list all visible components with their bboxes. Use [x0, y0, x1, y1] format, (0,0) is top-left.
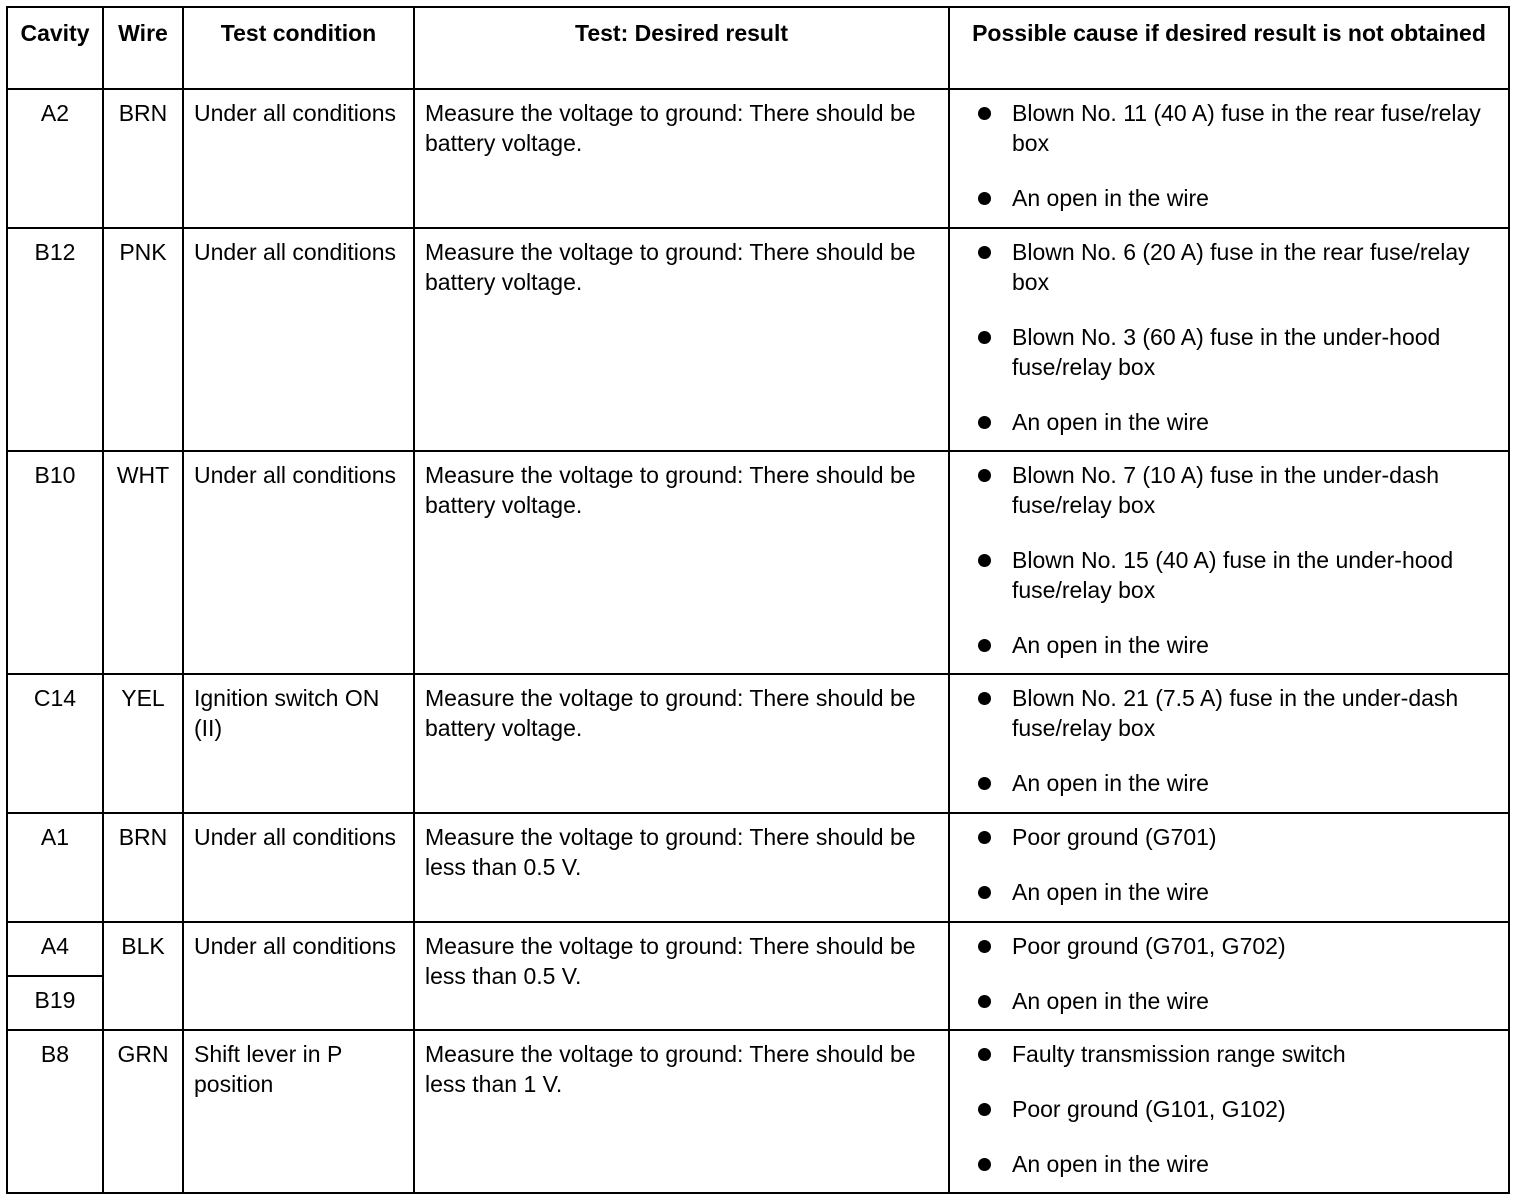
- bullet-icon: [978, 831, 991, 844]
- table-row: [7, 1030, 1509, 1193]
- header-test-condition: Test condition: [183, 7, 414, 89]
- condition-cell: Under all conditions: [183, 451, 414, 674]
- diagnostic-table: [6, 6, 1510, 1194]
- result-cell: Measure the voltage to ground: There should be less than 0.5 V.: [414, 922, 949, 1030]
- cause-text: Poor ground (G701): [1012, 824, 1217, 850]
- bullet-icon: [978, 554, 991, 567]
- cause-text: Blown No. 15 (40 A) fuse in the under-hood fuse/relay box: [1012, 547, 1454, 603]
- cause-text: Faulty transmission range switch: [1012, 1041, 1346, 1067]
- wire-cell: PNK: [103, 228, 183, 451]
- cavity-cell: A2: [7, 89, 103, 228]
- bullet-icon: [978, 246, 991, 259]
- result-cell: Measure the voltage to ground: There should be battery voltage.: [414, 674, 949, 813]
- wire-cell: BRN: [103, 813, 183, 922]
- cause-item: [978, 98, 1500, 158]
- bullet-icon: [978, 469, 991, 482]
- bullet-icon: [978, 416, 991, 429]
- causes-cell: [949, 228, 1509, 451]
- table-row: [7, 922, 1509, 976]
- cavity-cell: A1: [7, 813, 103, 922]
- table-row: [7, 674, 1509, 813]
- bullet-icon: [978, 940, 991, 953]
- causes-cell: [949, 1030, 1509, 1193]
- cavity-cell: B10: [7, 451, 103, 674]
- condition-cell: Under all conditions: [183, 813, 414, 922]
- table-row: [7, 89, 1509, 228]
- result-cell: Measure the voltage to ground: There should be less than 0.5 V.: [414, 813, 949, 922]
- cause-item: [978, 237, 1500, 297]
- cavity-cell: C14: [7, 674, 103, 813]
- cavity-cell: A4: [7, 922, 103, 976]
- condition-cell: Ignition switch ON (II): [183, 674, 414, 813]
- bullet-icon: [978, 692, 991, 705]
- wire-cell: GRN: [103, 1030, 183, 1193]
- cause-item: [978, 986, 1500, 1016]
- result-cell: Measure the voltage to ground: There should be less than 1 V.: [414, 1030, 949, 1193]
- cause-text: An open in the wire: [1012, 988, 1209, 1014]
- wire-cell: YEL: [103, 674, 183, 813]
- wire-cell: WHT: [103, 451, 183, 674]
- cause-item: [978, 1094, 1500, 1124]
- cause-item: [978, 1149, 1500, 1179]
- wire-cell: BLK: [103, 922, 183, 1030]
- header-possible-cause: Possible cause if desired result is not obtained: [949, 7, 1509, 89]
- result-cell: Measure the voltage to ground: There should be battery voltage.: [414, 89, 949, 228]
- cause-text: Poor ground (G701, G702): [1012, 933, 1286, 959]
- cause-text: Blown No. 3 (60 A) fuse in the under-hood fuse/relay box: [1012, 324, 1441, 380]
- condition-cell: Under all conditions: [183, 922, 414, 1030]
- table-row: [7, 813, 1509, 922]
- bullet-icon: [978, 1158, 991, 1171]
- cavity-cell: B8: [7, 1030, 103, 1193]
- cause-text: Poor ground (G101, G102): [1012, 1096, 1286, 1122]
- bullet-icon: [978, 192, 991, 205]
- cause-text: Blown No. 7 (10 A) fuse in the under-dash fuse/relay box: [1012, 462, 1440, 518]
- cause-text: Blown No. 21 (7.5 A) fuse in the under-dash fuse/relay box: [1012, 685, 1459, 741]
- cause-text: Blown No. 6 (20 A) fuse in the rear fuse/relay box: [1012, 239, 1470, 295]
- result-cell: Measure the voltage to ground: There should be battery voltage.: [414, 451, 949, 674]
- cause-item: [978, 931, 1500, 961]
- cause-text: An open in the wire: [1012, 1151, 1209, 1177]
- cause-item: [978, 768, 1500, 798]
- causes-cell: [949, 813, 1509, 922]
- cause-text: An open in the wire: [1012, 632, 1209, 658]
- bullet-icon: [978, 1048, 991, 1061]
- cause-item: [978, 460, 1500, 520]
- result-cell: Measure the voltage to ground: There should be battery voltage.: [414, 228, 949, 451]
- cause-text: An open in the wire: [1012, 770, 1209, 796]
- cause-item: [978, 407, 1500, 437]
- cause-item: [978, 877, 1500, 907]
- cause-item: [978, 822, 1500, 852]
- cause-item: [978, 322, 1500, 382]
- bullet-icon: [978, 107, 991, 120]
- header-cavity: Cavity: [7, 7, 103, 89]
- cause-item: [978, 545, 1500, 605]
- cause-text: Blown No. 11 (40 A) fuse in the rear fuse/relay box: [1012, 100, 1481, 156]
- causes-cell: [949, 674, 1509, 813]
- wire-cell: BRN: [103, 89, 183, 228]
- cause-text: An open in the wire: [1012, 879, 1209, 905]
- condition-cell: Under all conditions: [183, 89, 414, 228]
- header-row: [7, 7, 1509, 89]
- bullet-icon: [978, 777, 991, 790]
- condition-cell: Under all conditions: [183, 228, 414, 451]
- bullet-icon: [978, 1103, 991, 1116]
- cause-text: An open in the wire: [1012, 409, 1209, 435]
- header-wire: Wire: [103, 7, 183, 89]
- condition-cell: Shift lever in P position: [183, 1030, 414, 1193]
- cavity-cell: B19: [7, 976, 103, 1030]
- causes-cell: [949, 89, 1509, 228]
- bullet-icon: [978, 886, 991, 899]
- cause-item: [978, 683, 1500, 743]
- bullet-icon: [978, 639, 991, 652]
- cause-text: An open in the wire: [1012, 185, 1209, 211]
- header-desired-result: Test: Desired result: [414, 7, 949, 89]
- cause-item: [978, 1039, 1500, 1069]
- cause-item: [978, 630, 1500, 660]
- bullet-icon: [978, 331, 991, 344]
- table-row: [7, 228, 1509, 451]
- bullet-icon: [978, 995, 991, 1008]
- causes-cell: [949, 451, 1509, 674]
- cause-item: [978, 183, 1500, 213]
- table-row: [7, 451, 1509, 674]
- causes-cell: [949, 922, 1509, 1030]
- cavity-cell: B12: [7, 228, 103, 451]
